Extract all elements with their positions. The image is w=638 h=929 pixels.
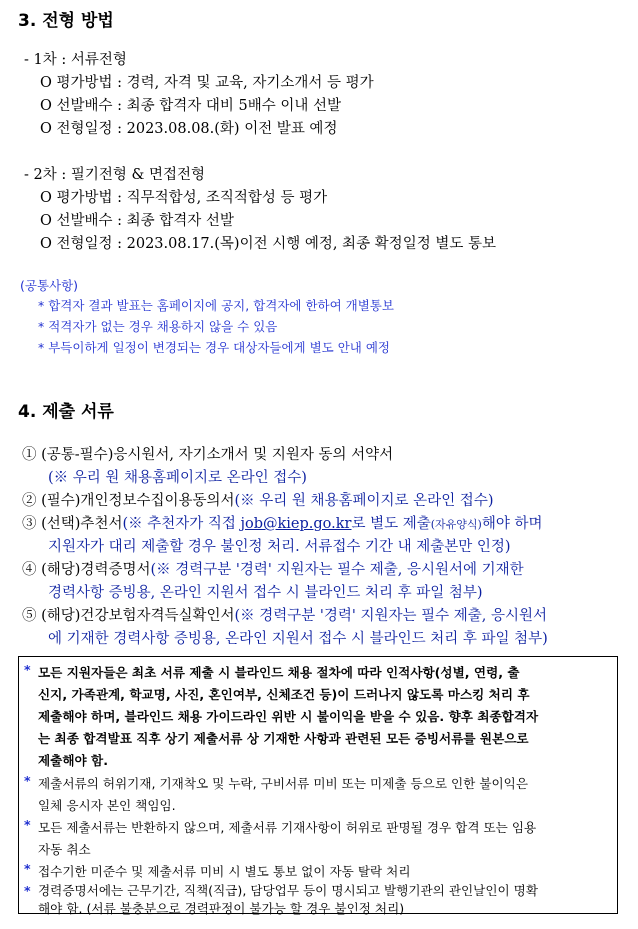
recommendation-email-link[interactable]: job@kiep.go.kr xyxy=(240,516,352,532)
doc-2-line xyxy=(22,489,493,510)
notice-5-bullet: * xyxy=(24,883,31,898)
doc-2-note: (※ 우리 원 채용홈페이지로 온라인 접수) xyxy=(234,493,494,509)
doc-5-line-2: 에 기재한 경력사항 증빙용, 온라인 지원서 접수 시 블라인드 처리 후 파일 첨부) xyxy=(48,631,548,647)
notice-1-bullet: * xyxy=(24,662,31,677)
common-notes-heading: (공통사항) xyxy=(20,278,79,293)
notice-3-line-1: 모든 제출서류는 반환하지 않으며, 제출서류 기재사항이 허위로 판명될 경우 합격 또는 임용 xyxy=(38,820,537,835)
doc-3-note-c: 해야 하며 xyxy=(481,516,543,532)
doc-3-note-b: 로 별도 제출 xyxy=(351,516,431,532)
section-4-title: 4. 제출 서류 xyxy=(18,402,114,422)
notice-4-line-1: 접수기한 미준수 및 제출서류 미비 시 별도 통보 없이 자동 탈락 처리 xyxy=(38,864,411,879)
doc-5-label: ⑤ (해당)건강보험자격득실확인서 xyxy=(22,608,235,624)
notice-1-line-3: 제출해야 하며, 블라인드 채용 가이드라인 위반 시 불이익을 받을 수 있음. 향후 최종합격자 xyxy=(38,709,539,724)
doc-5-note: (※ 경력구분 '경력' 지원자는 필수 제출, 응시원서 xyxy=(234,608,548,624)
notice-3-bullet: * xyxy=(24,817,31,832)
doc-3-label: ③ (선택)추천서 xyxy=(22,516,123,532)
doc-4-line-1 xyxy=(22,558,524,579)
notice-1-line-1: 모든 지원자들은 최초 서류 제출 시 블라인드 채용 절차에 따라 인적사항(성별, 연령, 출 xyxy=(38,665,520,680)
doc-3-line-2: 지원자가 대리 제출할 경우 불인정 처리. 서류접수 기간 내 제출본만 인정) xyxy=(48,539,511,555)
doc-1-line-1: ① (공통-필수)응시원서, 자기소개서 및 지원자 동의 서약서 xyxy=(22,447,394,463)
notice-2-bullet: * xyxy=(24,773,31,788)
notice-1-line-5: 제출해야 함. xyxy=(38,753,108,768)
notice-2-line-1: 제출서류의 허위기재, 기재착오 및 누락, 구비서류 미비 또는 미제출 등으로 인한 불이익은 xyxy=(38,776,529,791)
round1-line-1: O 평가방법 : 경력, 자격 및 교육, 자기소개서 등 평가 xyxy=(40,75,374,91)
doc-4-label: ④ (해당)경력증명서 xyxy=(22,562,151,578)
round2-line-1: O 평가방법 : 직무적합성, 조직적합성 등 평가 xyxy=(40,190,328,206)
round2-heading: - 2차 : 필기전형 & 면접전형 xyxy=(24,167,206,183)
notice-4-bullet: * xyxy=(24,861,31,876)
notice-5-line-1: 경력증명서에는 근무기간, 직책(직급), 담당업무 등이 명시되고 발행기관의 관인날인이 명확 xyxy=(38,883,538,898)
doc-1-line-2: (※ 우리 원 채용홈페이지로 온라인 접수) xyxy=(48,470,307,486)
round1-line-2: O 선발배수 : 최종 합격자 대비 5배수 이내 선발 xyxy=(40,98,341,114)
doc-2-label: ② (필수)개인정보수집이용동의서 xyxy=(22,493,235,509)
doc-3-free-format: (자유양식) xyxy=(430,518,482,531)
doc-4-note: (※ 경력구분 '경력' 지원자는 필수 제출, 응시원서에 기재한 xyxy=(150,562,524,578)
doc-4-line-2: 경력사항 증빙용, 온라인 지원서 접수 시 블라인드 처리 후 파일 첨부) xyxy=(48,585,483,601)
notice-1-line-4: 는 최종 합격발표 직후 상기 제출서류 상 기재한 사항과 관련된 모든 증빙서류를 원본으로 xyxy=(38,731,529,746)
common-note-1: * 합격자 결과 발표는 홈페이지에 공지, 합격자에 한하여 개별통보 xyxy=(38,298,394,313)
round2-line-3: O 전형일정 : 2023.08.17.(목)이전 시행 예정, 최종 확정일정 별도 통보 xyxy=(40,236,496,252)
notice-1-line-2: 신지, 가족관계, 학교명, 사진, 혼인여부, 신체조건 등)이 드러나지 않도록 마스킹 처리 후 xyxy=(38,687,530,702)
doc-3-line-1 xyxy=(22,512,543,533)
round1-line-3: O 전형일정 : 2023.08.08.(화) 이전 발표 예정 xyxy=(40,121,338,137)
section-3-title: 3. 전형 방법 xyxy=(18,11,114,31)
notice-2-line-2: 일체 응시자 본인 책임임. xyxy=(38,798,176,813)
common-note-2: * 적격자가 없는 경우 채용하지 않을 수 있음 xyxy=(38,319,278,334)
doc-3-note-a: (※ 추천자가 직접 xyxy=(122,516,241,532)
doc-5-line-1 xyxy=(22,604,547,625)
notice-3-line-2: 자동 취소 xyxy=(38,842,91,857)
doc-3-note xyxy=(122,516,542,532)
common-note-3: * 부득이하게 일정이 변경되는 경우 대상자들에게 별도 안내 예정 xyxy=(38,340,390,355)
round1-heading: - 1차 : 서류전형 xyxy=(24,52,127,68)
round2-line-2: O 선발배수 : 최종 합격자 선발 xyxy=(40,213,234,229)
notice-5-line-2: 해야 함. (서류 불충분으로 경력판정이 불가능 할 경우 불인정 처리) xyxy=(38,901,405,916)
